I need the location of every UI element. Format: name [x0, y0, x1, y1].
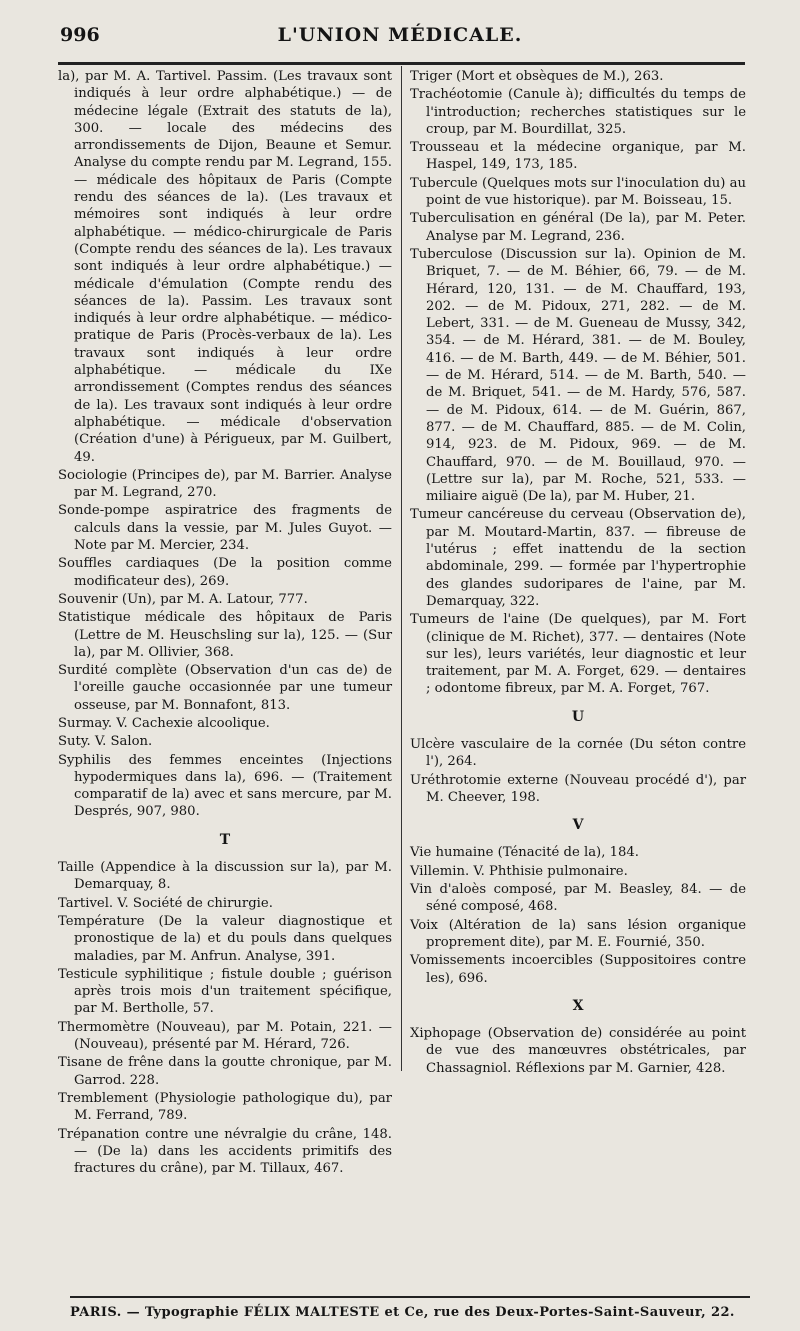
index-entry: la), par M. A. Tartivel. Passim. (Les travaux sont indiqués à leur ordre alphabétique.) — de médecine légale (Extrait des statuts de la), 300. — locale des médecins des arrondissements de Dijon, Beaune et Semur. Analyse du compte rendu par M. Legrand, 155. — médicale des hôpitaux de Paris (Compte rendu des séances de la). (Les travaux et mémoires sont indiqués à leur ordre alphabétique. — médico-chirurgicale de Paris (Compte rendu des séances de la). Les travaux sont indiqués à leur ordre alphabétique.) — médicale d'émulation (Compte rendu des séances de la). Passim. Les travaux sont indiqués à leur ordre alphabétique. — médico-pratique de Paris (Procès-verbaux de la). Les travaux sont indiqués à leur ordre alphabétique. — médicale du IXe arrondissement (Comptes rendus des séances de la). Les travaux sont indiqués à leur ordre alphabétique. — médicale d'observation (Création d'une) à Périgueux, par M. Guilbert, 49.: [58, 69, 392, 465]
column-divider: [401, 66, 402, 1071]
index-entry: Syphilis des femmes enceintes (Injections hypodermiques dans la), 696. — (Traitement comparatif de la) avec et sans mercure, par M. Després, 907, 980.: [58, 752, 392, 820]
section-letter: T: [219, 831, 231, 848]
index-entry: Sonde-pompe aspiratrice des fragments de calculs dans la vessie, par M. Jules Guyot. — Note par M. Mercier, 234.: [58, 503, 392, 554]
index-entry: Tuberculisation en général (De la), par M. Peter. Analyse par M. Legrand, 236.: [410, 211, 746, 244]
index-entry: Sociologie (Principes de), par M. Barrier. Analyse par M. Legrand, 270.: [58, 467, 392, 501]
index-entry: Surdité complète (Observation d'un cas de) de l'oreille gauche occasionnée par une tumeur osseuse, par M. Bonnafont, 813.: [58, 663, 392, 713]
index-entry: Tuberculose (Discussion sur la). Opinion de M. Briquet, 7. — de M. Béhier, 66, 79. — de M. Hérard, 120, 131. — de M. Chauffard, 193, 202. — de M. Pidoux, 271, 282. — de M. Lebert, 331. — de M. Gueneau de Mussy, 342, 354. — de M. Hérard, 381. — de M. Bouley, 416. — de M. Barth, 449. — de M. Béhier, 501. — de M. Hérard, 514. — de M. Barth, 540. — de M. Briquet, 541. — de M. Hardy, 576, 587. — de M. Pidoux, 614. — de M. Guérin, 867, 877. — de M. Chauffard, 885. — de M. Colin, 914, 923. de M. Pidoux, 969. — de M. Chauffard, 970. — de M. Bouillaud, 970. — (Lettre sur la), par M. Roche, 521, 533. — miliaire aiguë (De la), par M. Huber, 21.: [410, 246, 746, 505]
index-entry: Trousseau et la médecine organique, par M. Haspel, 149, 173, 185.: [410, 140, 746, 173]
section-letter: X: [572, 997, 584, 1014]
left-column: [58, 68, 392, 1178]
index-entry: Température (De la valeur diagnostique et pronostique de la) et du pouls dans quelques maladies, par M. Anfrun. Analyse, 391.: [58, 913, 392, 964]
journal-title: L'UNION MÉDICALE.: [277, 24, 523, 46]
index-entry: Souvenir (Un), par M. A. Latour, 777.: [58, 591, 308, 607]
header-rule: [58, 62, 745, 65]
index-entry: Surmay. V. Cachexie alcoolique.: [58, 715, 270, 731]
index-entry: Taille (Appendice à la discussion sur la), par M. Demarquay, 8.: [58, 860, 392, 893]
index-entry: Tisane de frêne dans la goutte chronique, par M. Garrod. 228.: [58, 1055, 392, 1088]
index-entry: Tartivel. V. Société de chirurgie.: [58, 895, 273, 911]
index-entry: Triger (Mort et obsèques de M.), 263.: [410, 69, 664, 84]
index-entry: Vie humaine (Ténacité de la), 184.: [410, 845, 639, 861]
page-number: 996: [60, 24, 100, 46]
index-entry: Testicule syphilitique ; fistule double ; guérison après trois mois d'un traitement spécifique, par M. Bertholle, 57.: [58, 966, 392, 1017]
index-entry: Xiphopage (Observation de) considérée au point de vue des manœuvres obstétricales, par Chassagniol. Réflexions par M. Garnier, 428.: [410, 1026, 746, 1076]
index-entry: Vomissements incoercibles (Suppositoires contre les), 696.: [410, 953, 746, 986]
section-letter: V: [572, 817, 584, 834]
index-entry: Voix (Altération de la) sans lésion organique proprement dite), par M. E. Fournié, 350.: [410, 917, 746, 950]
index-entry: Trachéotomie (Canule à); difficultés du temps de l'introduction; recherches statistiques sur le croup, par M. Bourdillat, 325.: [410, 87, 746, 137]
footer-rule: [70, 1296, 750, 1298]
index-entry: Uréthrotomie externe (Nouveau procédé d'), par M. Cheever, 198.: [410, 772, 746, 805]
index-entry: Tumeurs de l'aine (De quelques), par M. Fort (clinique de M. Richet), 377. — dentaires (Note sur les), leurs variétés, leur diagnostic et leur traitement, par M. A. Forget, 629. — dentaires ; odontome fibreux, par M. A. Forget, 767.: [410, 612, 746, 697]
index-entry: Tremblement (Physiologie pathologique du), par M. Ferrand, 789.: [58, 1090, 392, 1124]
right-column: [410, 68, 746, 1078]
index-entry: Trépanation contre une névralgie du crâne, 148. — (De la) dans les accidents primitifs des fractures du crâne), par M. Tillaux, 467.: [58, 1126, 392, 1177]
index-entry: Statistique médicale des hôpitaux de Paris (Lettre de M. Heuschsling sur la), 125. — (Sur la), par M. Ollivier, 368.: [58, 610, 392, 660]
printer-imprint: PARIS. — Typographie FÉLIX MALTESTE et Ce, rue des Deux-Portes-Saint-Sauveur, 22.: [70, 1305, 735, 1320]
index-entry: Vin d'aloès composé, par M. Beasley, 84. — de séné composé, 468.: [410, 882, 746, 915]
section-letter: U: [571, 708, 585, 725]
index-entry: Villemin. V. Phthisie pulmonaire.: [410, 863, 628, 879]
page-header: [60, 24, 740, 54]
index-entry: Tumeur cancéreuse du cerveau (Observation de), par M. Moutard-Martin, 837. — fibreuse de l'utérus ; effet inattendu de la section abdominale, 299. — formée par l'hypertrophie des glandes sudoripares de l'aine, par M. Demarquay, 322.: [410, 507, 746, 609]
index-entry: Ulcère vasculaire de la cornée (Du séton contre l'), 264.: [410, 736, 746, 770]
index-entry: Souffles cardiaques (De la position comme modificateur des), 269.: [58, 556, 392, 589]
index-entry: Tubercule (Quelques mots sur l'inoculation du) au point de vue historique). par M. Boisseau, 15.: [410, 175, 746, 209]
index-entry: Suty. V. Salon.: [58, 734, 153, 750]
index-entry: Thermomètre (Nouveau), par M. Potain, 221. — (Nouveau), présenté par M. Hérard, 726.: [58, 1019, 392, 1053]
